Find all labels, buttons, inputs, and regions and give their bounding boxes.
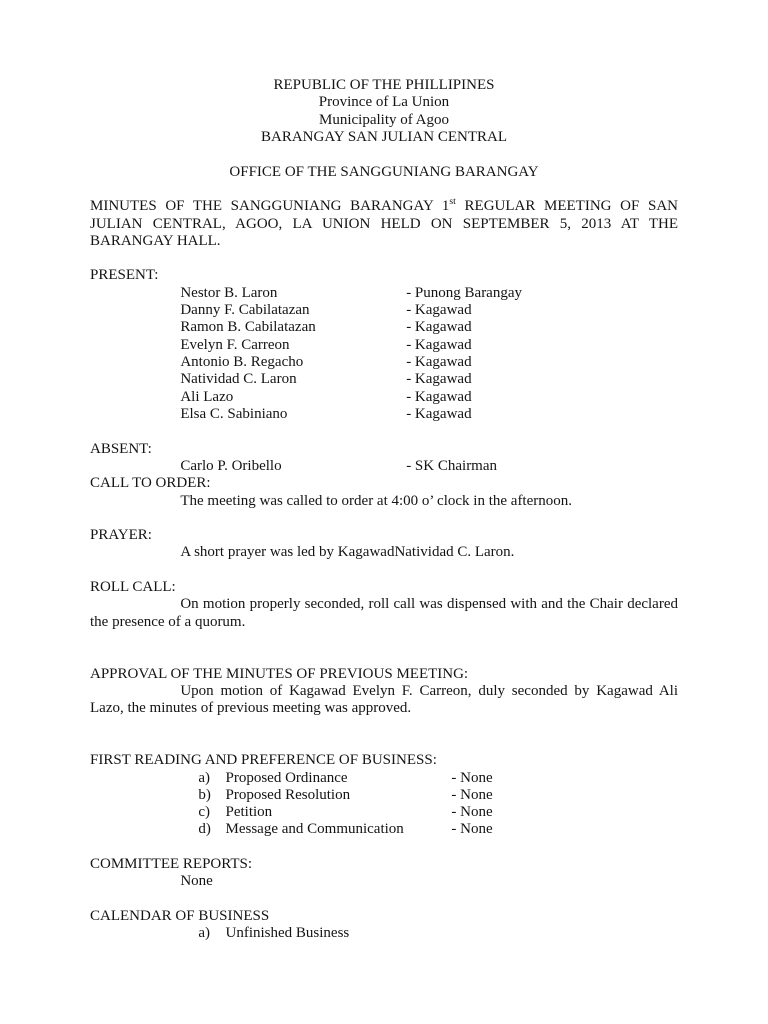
approval-heading: APPROVAL OF THE MINUTES OF PREVIOUS MEETING: xyxy=(90,665,469,682)
committee-reports-row xyxy=(90,873,678,890)
call-to-order-row xyxy=(90,493,678,510)
prayer-row xyxy=(90,544,678,561)
absent-heading: ABSENT: xyxy=(90,440,152,457)
attendee-row xyxy=(90,406,678,423)
item-letter: d) xyxy=(198,821,211,838)
minutes-document xyxy=(90,77,678,943)
approval-text: Upon motion of Kagawad Evelyn F. Carreon, duly seconded by Kagawad Ali Lazo, the minutes of previous meeting was approved. xyxy=(90,682,678,717)
attendee-row xyxy=(90,354,678,371)
attendee-name: Evelyn F. Carreon xyxy=(180,336,290,353)
absentee-row xyxy=(90,458,678,475)
attendee-position: - Kagawad xyxy=(406,302,472,319)
attendee-position: - Kagawad xyxy=(406,319,472,336)
item-status: - None xyxy=(451,821,493,838)
item-status: - None xyxy=(451,804,493,821)
absentee-name: Carlo P. Oribello xyxy=(180,457,282,474)
committee-reports-heading: COMMITTEE REPORTS: xyxy=(90,856,253,873)
attendee-row xyxy=(90,285,678,302)
minutes-title-part1: MINUTES OF THE SANGGUNIANG BARANGAY 1 xyxy=(90,198,450,215)
prayer-heading: PRAYER: xyxy=(90,527,152,544)
item-label: Proposed Ordinance xyxy=(225,769,348,786)
roll-call-text: On motion properly seconded, roll call was dispensed with and the Chair declared the presence of a quorum. xyxy=(90,596,678,630)
attendee-name: Elsa C. Sabiniano xyxy=(180,405,288,422)
item-label: Unfinished Business xyxy=(225,925,350,942)
first-reading-item xyxy=(90,821,678,838)
present-heading: PRESENT: xyxy=(90,267,159,284)
first-reading-item xyxy=(90,804,678,821)
header-province: Province of La Union xyxy=(318,94,450,111)
item-letter: c) xyxy=(198,804,211,821)
attendee-name: Ali Lazo xyxy=(180,388,234,405)
attendee-row xyxy=(90,302,678,319)
attendee-position: - Kagawad xyxy=(406,354,472,370)
item-letter: a) xyxy=(198,925,211,942)
attendee-position: - Kagawad xyxy=(406,371,472,388)
item-label: Message and Communication xyxy=(225,821,404,838)
prayer-text: A short prayer was led by KagawadNatividad C. Laron. xyxy=(180,544,515,561)
header-office: OFFICE OF THE SANGGUNIANG BARANGAY xyxy=(229,163,539,180)
first-reading-item xyxy=(90,770,678,787)
attendee-row xyxy=(90,319,678,336)
attendee-row xyxy=(90,389,678,406)
item-letter: b) xyxy=(198,786,211,803)
roll-call-heading: ROLL CALL: xyxy=(90,579,176,596)
item-letter: a) xyxy=(198,769,211,786)
attendee-name: Ramon B. Cabilatazan xyxy=(180,319,316,336)
committee-reports-text: None xyxy=(180,873,213,890)
header-republic: REPUBLIC OF THE PHILLIPINES xyxy=(273,77,495,93)
calendar-heading: CALENDAR OF BUSINESS xyxy=(90,908,270,924)
header-barangay: BARANGAY SAN JULIAN CENTRAL xyxy=(261,128,507,145)
attendee-name: Nestor B. Laron xyxy=(180,284,278,301)
minutes-title-ordinal-suffix: st xyxy=(449,196,456,208)
item-status: - None xyxy=(451,786,493,803)
minutes-title-part2: REGULAR MEETING OF SAN JULIAN CENTRAL, AGOO, LA UNION HELD ON SEPTEMBER 5, 2013 AT THE BARANGAY HALL. xyxy=(90,198,678,249)
attendee-position: - Punong Barangay xyxy=(406,284,522,301)
first-reading-heading: FIRST READING AND PREFERENCE OF BUSINESS: xyxy=(90,752,437,769)
attendee-row xyxy=(90,337,678,354)
header-municipality: Municipality of Agoo xyxy=(319,111,449,128)
first-reading-item xyxy=(90,787,678,804)
attendee-position: - Kagawad xyxy=(406,405,472,422)
attendee-row xyxy=(90,371,678,388)
absentee-position: - SK Chairman xyxy=(406,457,498,474)
minutes-title xyxy=(90,198,678,250)
call-to-order-heading: CALL TO ORDER: xyxy=(90,475,211,492)
attendee-name: Antonio B. Regacho xyxy=(180,354,304,370)
call-to-order-text: The meeting was called to order at 4:00 o’ clock in the afternoon. xyxy=(180,492,573,509)
attendee-name: Natividad C. Laron xyxy=(180,371,297,388)
item-status: - None xyxy=(451,769,493,786)
calendar-item xyxy=(90,925,678,942)
item-label: Proposed Resolution xyxy=(225,786,351,803)
attendee-name: Danny F. Cabilatazan xyxy=(180,302,310,319)
attendee-position: - Kagawad xyxy=(406,388,472,405)
item-label: Petition xyxy=(225,804,273,821)
attendee-position: - Kagawad xyxy=(406,336,472,353)
